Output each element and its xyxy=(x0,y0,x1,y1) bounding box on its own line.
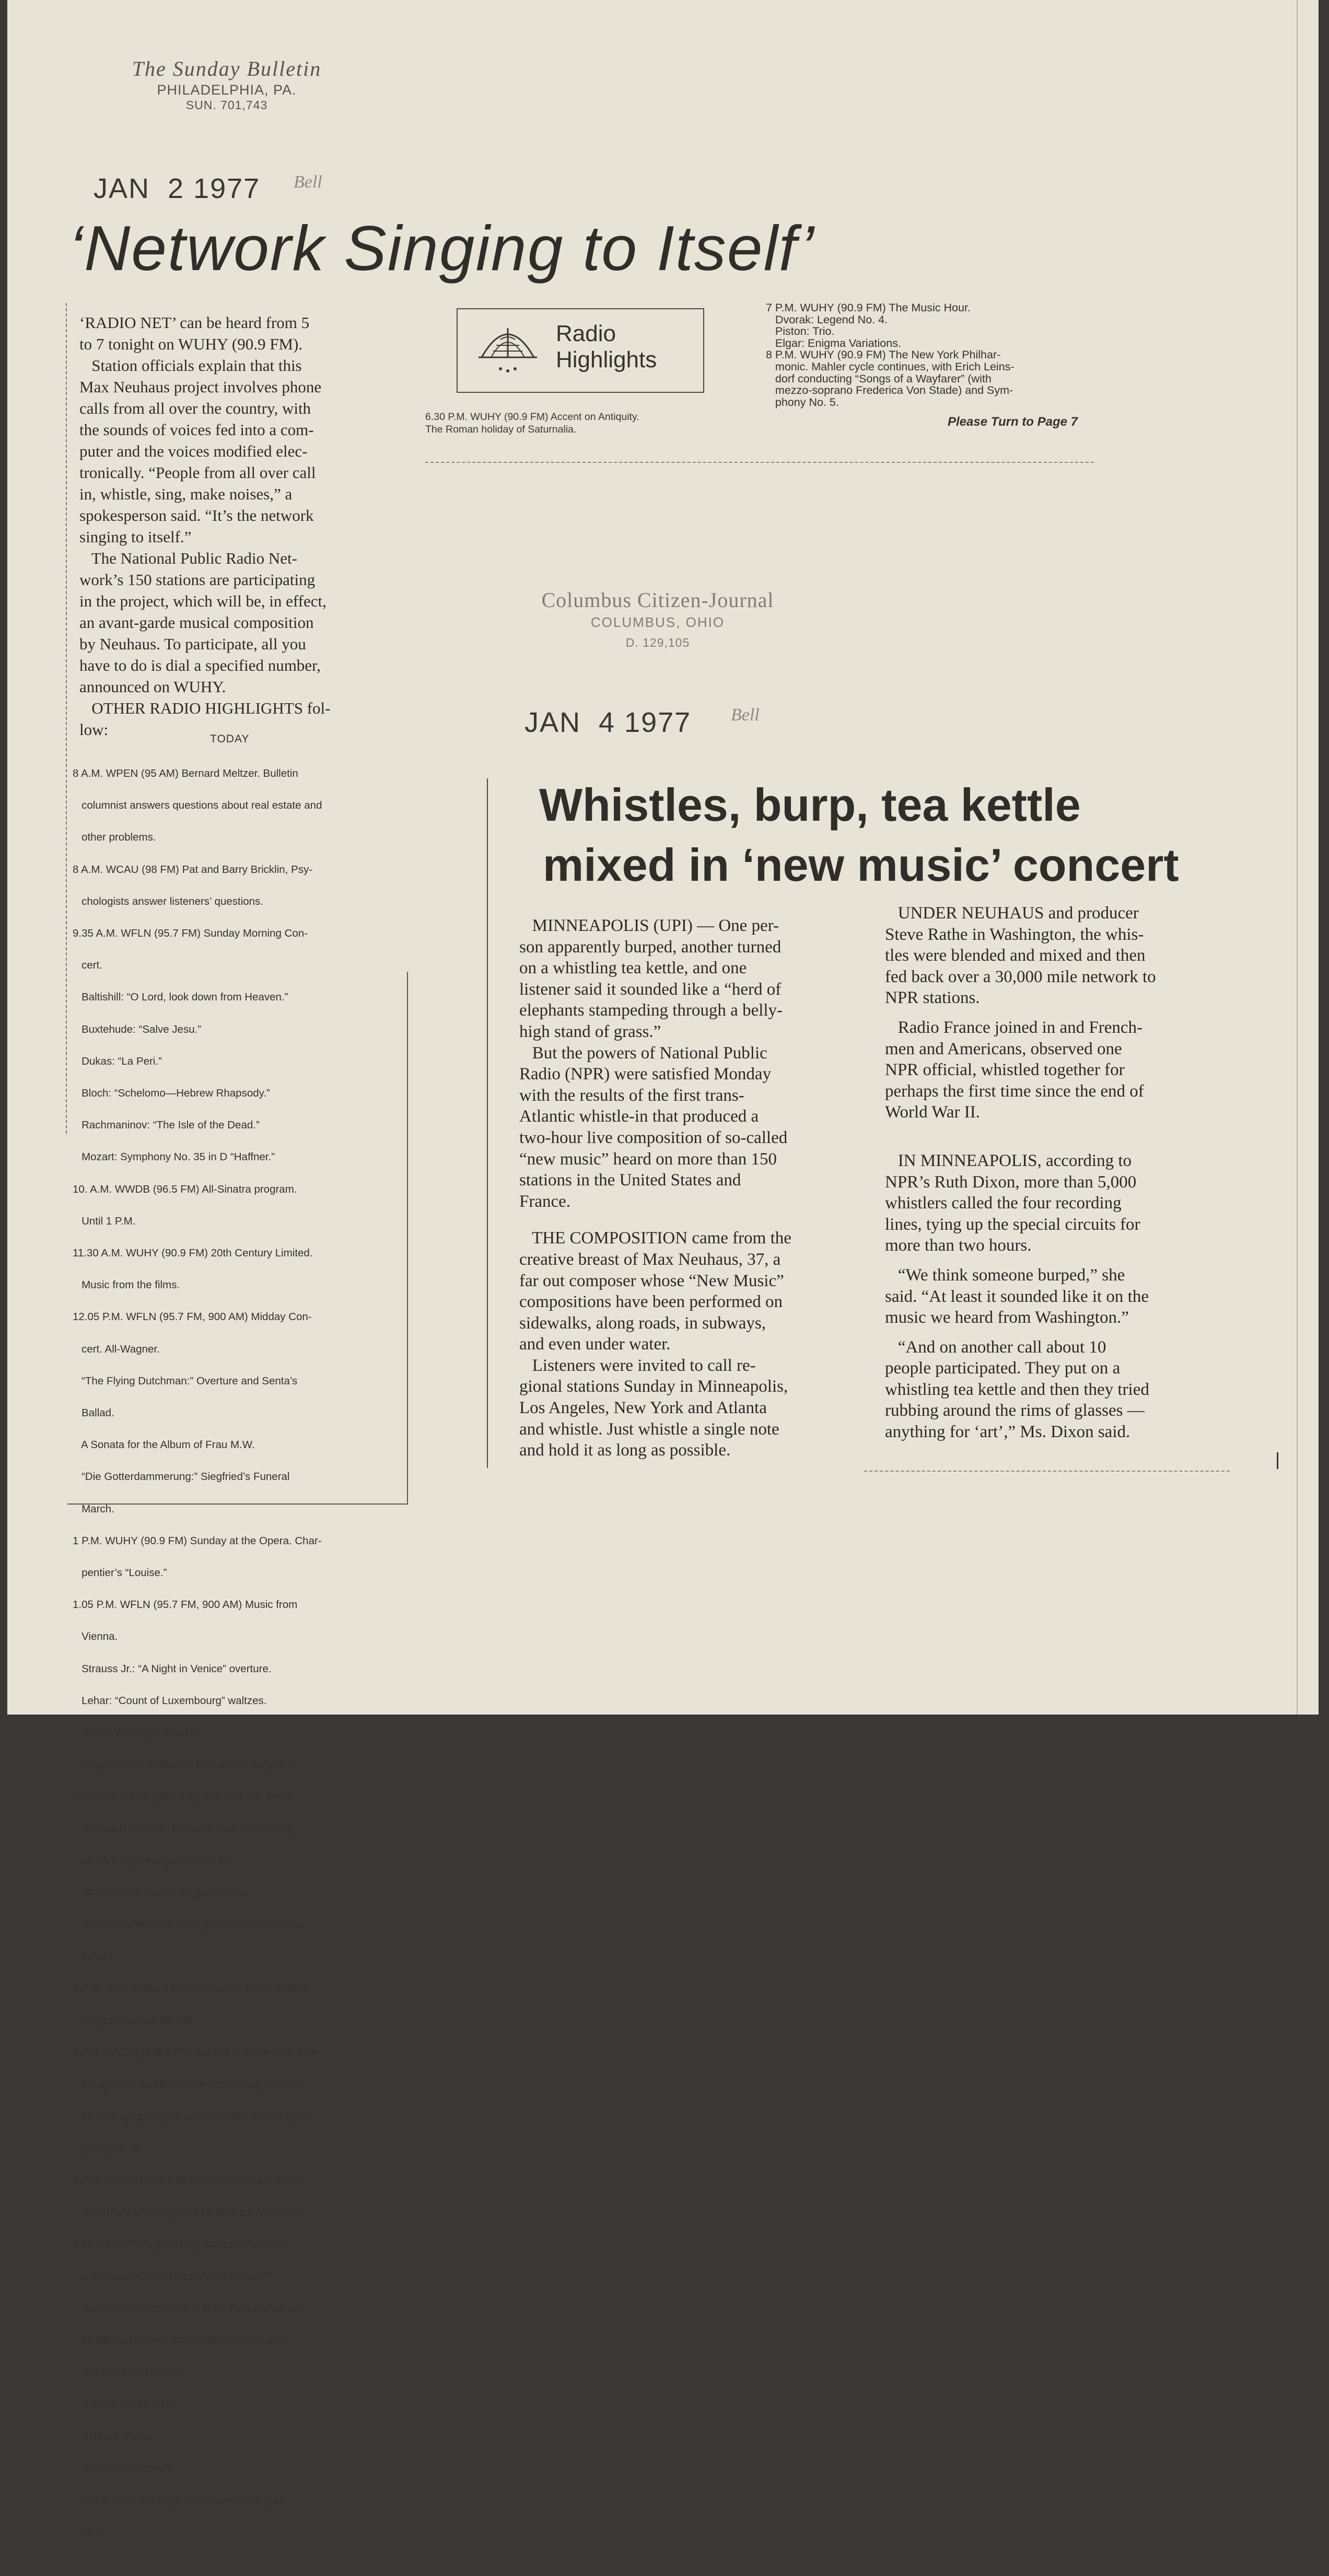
article-bottom-rule xyxy=(864,1471,1230,1472)
article-line: elephants stampeding through a belly- xyxy=(519,1001,783,1020)
article-line: “new music” heard on more than 150 xyxy=(519,1149,777,1169)
listing-line: Piston: Trio. xyxy=(766,325,835,338)
article-line: fed back over a 30,000 mile network to xyxy=(885,967,1156,986)
listing-line: Dances of the Maids. xyxy=(73,2366,182,2379)
intro-line: puter and the voices modified elec- xyxy=(79,442,308,460)
radio-tower-icon xyxy=(471,317,544,383)
article-line: Radio (NPR) were satisfied Monday xyxy=(519,1065,772,1084)
listing-line: Monteverdi: Madrigal: “Ooni amante e guer- xyxy=(73,2493,289,2506)
article-line: rubbing around the rims of glasses — xyxy=(885,1401,1145,1420)
listing-line: delphia Orchestra, Riccardo Muti conducting. xyxy=(73,1822,296,1835)
listing-line: Dukas: “La Peri.” xyxy=(73,1055,162,1067)
listing-line: Baltishill: “O Lord, look down from Heaven.” xyxy=(73,991,288,1004)
listing-line: Vienna. xyxy=(73,1630,118,1643)
listing-line: pentier’s “Louise.” xyxy=(73,1567,167,1579)
listing-line: 11.30 A.M. WUHY (90.9 FM) 20th Century Limited. xyxy=(73,1247,313,1260)
article-line: IN MINNEAPOLIS, according to xyxy=(885,1151,1132,1170)
today-label: TODAY xyxy=(210,733,250,745)
radio-highlights-title-1: Radio xyxy=(556,321,616,346)
article-line: people participated. They put on a xyxy=(885,1359,1121,1378)
article-line: far out composer whose “New Music” xyxy=(519,1271,784,1290)
citizen-journal-date-stamp: JAN 4 1977 xyxy=(524,707,692,738)
box-caption xyxy=(425,411,749,436)
article-line: MINNEAPOLIS (UPI) — One per- xyxy=(519,916,779,935)
article-line: with the results of the first trans- xyxy=(519,1086,744,1105)
intro-line: low: xyxy=(79,720,109,739)
article-line: and whistle. Just whistle a single note xyxy=(519,1419,779,1439)
article-line: listener said it sounded like a “herd of xyxy=(519,980,782,999)
article-line: music we heard from Washington.” xyxy=(885,1308,1129,1327)
listing-line: Mozart: Symphony No. 35 in D “Haffner.” xyxy=(73,1151,275,1163)
listing-line: cert. All-Wagner. xyxy=(73,1343,160,1355)
article-line: and even under water. xyxy=(519,1335,671,1354)
listing-line: columnist answers questions about real estate and xyxy=(73,799,322,812)
listing-line: monic. Mahler cycle continues, with Erich Leins- xyxy=(766,360,1015,373)
intro-line: in the project, which will be, in effect, xyxy=(79,592,327,610)
article-column-1 xyxy=(519,915,880,1461)
bulletin-city: PHILADELPHIA, PA. xyxy=(157,82,297,98)
listing-line: Schulze: Suite. xyxy=(73,2430,153,2442)
radio-listings xyxy=(73,748,397,2576)
article-line: “We think someone burped,” she xyxy=(885,1265,1125,1285)
citizen-journal-masthead: Columbus Citizen-Journal xyxy=(541,588,774,612)
intro-line: OTHER RADIO HIGHLIGHTS fol- xyxy=(79,699,331,717)
article-line: anything for ‘art’,” Ms. Dixon said. xyxy=(885,1423,1130,1442)
listing-line: Lehar: “Count of Luxembourg” waltzes. xyxy=(73,1694,267,1707)
article-line: France. xyxy=(519,1192,571,1211)
listing-side-rule xyxy=(407,972,408,1505)
intro-line: by Neuhaus. To participate, all you xyxy=(79,635,306,653)
bulletin-date-stamp: JAN 2 1977 xyxy=(94,173,261,204)
listing-line: Dowland: Farewell. xyxy=(73,2462,173,2474)
article-line: THE COMPOSITION came from the xyxy=(519,1229,791,1248)
article-headline-2: mixed in ‘new music’ concert xyxy=(543,839,1179,891)
article-line: Radio France joined in and French- xyxy=(885,1018,1143,1037)
listing-line: 12.05 P.M. WFLN (95.7 FM, 900 AM) Midday Con- xyxy=(73,1311,312,1323)
intro-line: work’s 150 stations are participating xyxy=(79,570,316,589)
listing-line: Wagner: “Die Walkure:” Ride of the Valkyries. xyxy=(73,1758,296,1771)
listing-line: 7 P.M. WUHY (90.9 FM) The Music Hour. xyxy=(766,301,971,314)
article-line: whistling tea kettle and then they tried xyxy=(885,1380,1149,1399)
listing-line: Mozart: Symphony no. 25 in G. xyxy=(73,1854,229,1867)
article-line: more than two hours. xyxy=(885,1236,1032,1255)
listing-line: chologists answer listeners’ questions. xyxy=(73,895,263,907)
listing-line: “Die Gotterdammerung:” Siegfried’s Funeral xyxy=(73,1471,290,1483)
listing-line: Heyerdahl is interviewed by Barbara Newman. xyxy=(73,2206,302,2219)
intro-line: have to do is dial a specified number, xyxy=(79,656,321,674)
clip-separator xyxy=(425,462,1094,463)
intro-line: singing to itself.” xyxy=(79,528,192,546)
listing-bottom-rule xyxy=(67,1503,407,1505)
clipping-sheet xyxy=(7,0,1319,2538)
listing-line: Bloch: “Schelomo—Hebrew Rhapsody.” xyxy=(73,1087,270,1100)
listing-line: 4 P.M. WUHY (90.9 FM) Options. Explorer Thor xyxy=(73,2174,298,2186)
citizen-journal-masthead-stamp xyxy=(522,588,794,650)
intro-line: ‘RADIO NET’ can be heard from 5 xyxy=(79,313,310,332)
article-headline-1: Whistles, burp, tea kettle xyxy=(539,779,1081,831)
citizen-journal-city: COLUMBUS, OHIO xyxy=(590,614,725,630)
citizen-journal-initials: Bell xyxy=(731,705,760,725)
article-line: two-hour live composition of so-called xyxy=(519,1128,788,1147)
bulletin-masthead: The Sunday Bulletin xyxy=(132,57,322,80)
listing-line: Musica Symphony of Vienna in Bruckner’s Sym- xyxy=(73,2110,310,2123)
listing-line: dorf conducting “Songs of a Wayfarer” (with xyxy=(766,372,992,385)
listing-line: Elgar: Enigma Variations. xyxy=(766,336,901,349)
intro-line: to 7 tonight on WUHY (90.9 FM). xyxy=(79,335,303,353)
article-line: gional stations Sunday in Minneapolis, xyxy=(519,1377,788,1396)
article-line: men and Americans, observed one xyxy=(885,1039,1122,1058)
article-gap xyxy=(885,1256,1251,1265)
listing-line: Ballad. xyxy=(73,1407,114,1419)
turn-page-note: Please Turn to Page 7 xyxy=(948,415,1078,429)
article-line: NPR official, whistled together for xyxy=(885,1060,1125,1080)
listing-line: phony No. 9. xyxy=(73,2142,143,2154)
box-caption-line: 6.30 P.M. WUHY (90.9 FM) Accent on Antiquity. xyxy=(425,411,639,423)
listing-line: 10. A.M. WWDB (96.5 FM) All-Sinatra program. xyxy=(73,1183,297,1195)
box-caption-line: The Roman holiday of Saturnalia. xyxy=(425,424,577,435)
article-line: sidewalks, along roads, in subways, xyxy=(519,1313,766,1333)
listing-line: turing Jacques Horenstein conducting the Pro xyxy=(73,2078,298,2091)
article-gap xyxy=(885,1328,1251,1337)
article-line: compositions have been performed on xyxy=(519,1292,783,1312)
article-line: NPR stations. xyxy=(885,988,980,1008)
citizen-journal-circulation: D. 129,105 xyxy=(625,636,690,649)
listing-line: 8 A.M. WCAU (98 FM) Pat and Barry Bricklin, Psy- xyxy=(73,863,313,876)
right-listings xyxy=(766,302,1100,408)
intro-line: the sounds of voices fed into a com- xyxy=(79,421,314,439)
article-line: lines, tying up the special circuits for xyxy=(885,1215,1140,1234)
article-line: tles were blended and mixed and then xyxy=(885,946,1146,965)
bulletin-masthead-stamp xyxy=(86,56,368,112)
listing-line: Schumann: Overture to “Julius Caesar.” xyxy=(73,2270,270,2282)
listing-line: program to Max Weiner. xyxy=(73,2014,196,2026)
bulletin-intro-text xyxy=(79,312,406,740)
article-line: and hold it as long as possible. xyxy=(519,1441,731,1460)
article-line: son apparently burped, another turned xyxy=(519,937,782,957)
listing-line: 1.05 P.M. WFLN (95.7 FM, 900 AM) Music from xyxy=(73,1599,298,1611)
article-line: UNDER NEUHAUS and producer xyxy=(885,904,1139,923)
intro-line: The National Public Radio Net- xyxy=(79,549,297,567)
article-gap xyxy=(885,1009,1251,1017)
article-line: NPR’s Ruth Dixon, more than 5,000 xyxy=(885,1172,1137,1192)
article-line: whistlers called the four recording xyxy=(885,1194,1122,1213)
listing-line: Danzi: Wind Quintet in G. xyxy=(73,1727,203,1739)
article-left-rule xyxy=(487,778,488,1468)
listing-line: Berlioz: Symphonic excerpts from “Romeo and xyxy=(73,1918,303,1931)
listing-line: 3 P.M. WWDB (96.5 FM) Consumer Show. Call in xyxy=(73,1982,307,1995)
listing-line: Tchaikovsky: “The Voyevode” entr’acte and xyxy=(73,2334,286,2346)
listing-line: Rameau: Menuets. xyxy=(73,2398,172,2410)
listing-line: rier.” xyxy=(73,2526,103,2538)
listing-line: “The Flying Dutchman:” Overture and Senta’s xyxy=(73,1374,298,1387)
article-line: World War II. xyxy=(885,1103,980,1122)
intro-line: tronically. “People from all over call xyxy=(79,463,316,482)
article-line: stations in the United States and xyxy=(519,1171,741,1190)
listing-line: 8 P.M. WUHY (90.9 FM) The New York Philhar- xyxy=(766,348,1001,362)
page-edge xyxy=(1297,0,1298,1715)
bulletin-circulation: SUN. 701,743 xyxy=(185,98,268,112)
listing-line: Buxtehude: “Salve Jesu.” xyxy=(73,1023,202,1035)
listing-line: mezzo-soprano Frederica Von Stade) and Sym- xyxy=(766,384,1013,397)
intro-line: in, whistle, sing, make noises,” a xyxy=(79,485,293,503)
article-corner-mark xyxy=(1277,1452,1278,1469)
radio-highlights-box xyxy=(457,308,704,393)
article-line: creative breast of Max Neuhaus, 37, a xyxy=(519,1250,781,1269)
article-line: Steve Rathe in Washington, the whis- xyxy=(885,925,1144,944)
listing-line: 8 A.M. WPEN (95 AM) Bernard Meltzer. Bulletin xyxy=(73,767,298,779)
listing-line: 9.35 A.M. WFLN (95.7 FM) Sunday Morning Con- xyxy=(73,927,308,940)
article-line: on a whistling tea kettle, and one xyxy=(519,959,747,978)
listing-line: Until 1 P.M. xyxy=(73,1215,136,1227)
intro-line: Station officials explain that this xyxy=(79,356,302,375)
article-line: said. “At least it sounded like it on the xyxy=(885,1287,1149,1306)
listing-line: Rachmaninov: “The Isle of the Dead.” xyxy=(73,1119,260,1132)
listing-line: 1 P.M. WUHY (90.9 FM) Sunday at the Opera. Char- xyxy=(73,1534,322,1547)
article-line: perhaps the first time since the end of xyxy=(885,1081,1144,1101)
listing-line: 2.05 P.M. WFLN (95.7 FM, 900 AM) The Phila- xyxy=(73,1790,294,1803)
article-gap xyxy=(519,1212,880,1228)
radio-highlights-title-2: Highlights xyxy=(556,347,657,372)
listing-line: Haydn: Concerto no. 3 in G for flute and oboe. xyxy=(73,2302,301,2314)
article-line: Listeners were invited to call re- xyxy=(519,1356,756,1375)
bulletin-column-rule xyxy=(66,303,67,1134)
intro-line: announced on WUHY. xyxy=(79,678,226,696)
listing-line: Stravinsky: Four Norwegian Moods. xyxy=(73,1886,251,1899)
listing-line: Dvorak: Legend No. 4. xyxy=(766,313,888,326)
bulletin-initials: Bell xyxy=(294,172,322,192)
intro-line: Max Neuhaus project involves phone xyxy=(79,378,322,396)
intro-line: an avant-garde musical composition xyxy=(79,613,314,632)
listing-line: 5.05 P.M. WFLN (95.7 FM) Concert Matinee. xyxy=(73,2238,285,2251)
bulletin-headline: ‘Network Singing to Itself’ xyxy=(69,213,815,284)
intro-line: spokesperson said. “It’s the network xyxy=(79,506,314,524)
listing-line: cert. xyxy=(73,959,102,972)
listing-line: 3 P.M. WKDN (106.9 FM) Sacred Concert Hall. Fea- xyxy=(73,2046,320,2059)
article-line: Atlantic whistle-in that produced a xyxy=(519,1107,759,1126)
listing-line: Juliet.” xyxy=(73,1950,113,1963)
listing-line: other problems. xyxy=(73,831,156,844)
listing-line: March. xyxy=(73,1502,114,1515)
article-gap xyxy=(885,1137,1251,1150)
article-line: But the powers of National Public xyxy=(519,1043,767,1063)
article-line: high stand of grass.” xyxy=(519,1022,661,1041)
listing-line: A Sonata for the Album of Frau M.W. xyxy=(73,1439,255,1451)
article-line: “And on another call about 10 xyxy=(885,1337,1106,1357)
article-line: Los Angeles, New York and Atlanta xyxy=(519,1398,767,1418)
listing-line: Music from the films. xyxy=(73,1279,180,1291)
intro-line: calls from all over the country, with xyxy=(79,399,311,417)
listing-line: Strauss Jr.: “A Night in Venice” overture. xyxy=(73,1662,272,1675)
article-gap xyxy=(885,1123,1251,1137)
listing-line: phony No. 5. xyxy=(766,395,839,409)
article-column-2 xyxy=(885,903,1251,1443)
